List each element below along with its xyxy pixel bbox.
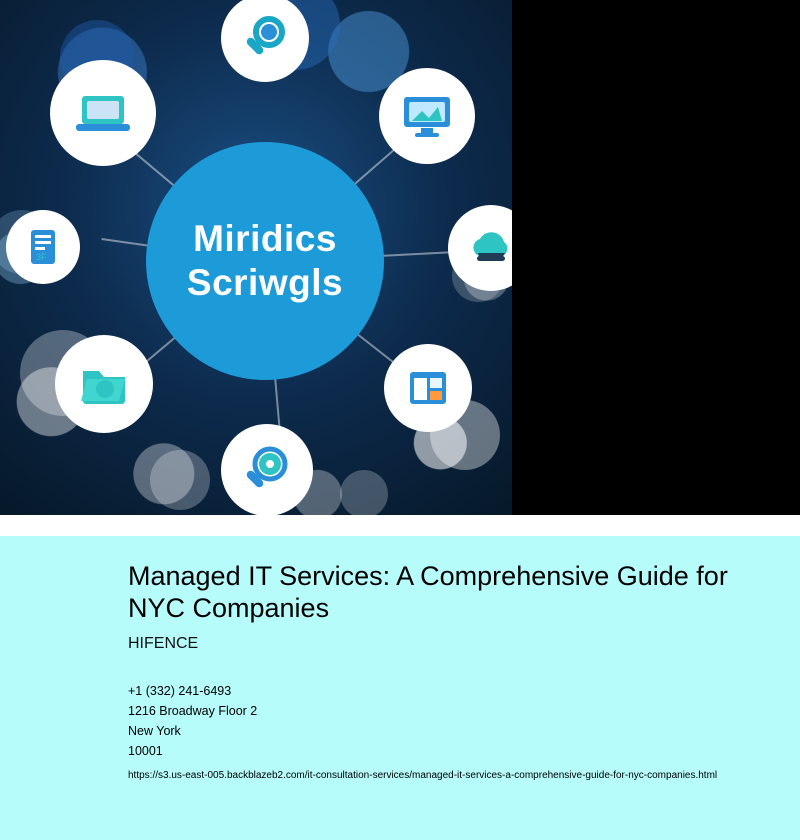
bokeh-dot bbox=[340, 470, 388, 515]
folder-icon bbox=[55, 335, 153, 433]
laptop-icon-glyph bbox=[72, 82, 134, 144]
brand-name: HIFENCE bbox=[128, 635, 199, 652]
monitor-icon bbox=[379, 68, 475, 164]
hub-circle bbox=[146, 142, 384, 380]
laptop-icon bbox=[50, 60, 156, 166]
contact-block bbox=[128, 681, 770, 761]
monitor-icon-glyph bbox=[398, 87, 456, 145]
cloud-icon-glyph bbox=[465, 222, 512, 274]
browser-icon bbox=[384, 344, 472, 432]
browser-icon-glyph bbox=[402, 362, 454, 414]
hub-title-line2: Scriwgls bbox=[186, 262, 344, 303]
document-icon-glyph bbox=[21, 225, 65, 269]
address-zip: 10001 bbox=[128, 744, 163, 758]
info-inner bbox=[0, 536, 800, 781]
svg-text:3F: 3F bbox=[36, 252, 47, 262]
info-panel bbox=[0, 536, 800, 840]
magnifier-icon bbox=[221, 0, 309, 82]
source-url[interactable]: https://s3.us-east-005.backblazeb2.com/it-consultation-services/managed-it-services-a-comprehensive-guide-for-nyc-companies.html bbox=[128, 770, 718, 781]
folder-icon-glyph bbox=[75, 355, 133, 413]
gear-search-icon bbox=[221, 424, 313, 515]
page-title: Managed IT Services: A Comprehensive Guide for NYC Companies bbox=[128, 561, 728, 623]
address-city: New York bbox=[128, 724, 181, 738]
hub-title-line1: Miridics bbox=[193, 218, 337, 259]
address-line1: 1216 Broadway Floor 2 bbox=[128, 704, 258, 718]
bokeh-dot bbox=[150, 450, 210, 510]
gear-search-icon-glyph bbox=[239, 442, 295, 498]
document-icon bbox=[6, 210, 80, 284]
hero-image bbox=[0, 0, 512, 515]
cloud-icon bbox=[448, 205, 512, 291]
phone-number: +1 (332) 241-6493 bbox=[128, 684, 232, 698]
magnifier-icon-glyph bbox=[239, 12, 291, 64]
